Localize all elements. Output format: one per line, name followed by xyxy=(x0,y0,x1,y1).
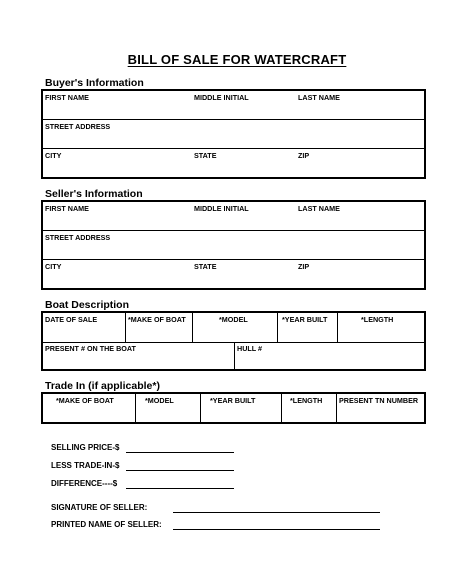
boat-col-divider xyxy=(234,342,235,371)
trade-in-section-heading: Trade In (if applicable*) xyxy=(45,380,160,392)
seller-signature-field[interactable] xyxy=(173,512,380,513)
trade-in-box xyxy=(41,392,426,424)
selling-price-label: SELLING PRICE-$ xyxy=(51,443,120,452)
seller-zip-label: ZIP xyxy=(298,262,310,271)
buyer-section-heading: Buyer's Information xyxy=(45,77,144,89)
boat-present-number-label: PRESENT # ON THE BOAT xyxy=(45,344,136,353)
buyer-row-divider xyxy=(43,119,424,120)
boat-date-of-sale-label: DATE OF SALE xyxy=(45,315,98,324)
buyer-first-name-label: FIRST NAME xyxy=(45,93,89,102)
trade-in-present-tn-label: PRESENT TN NUMBER xyxy=(339,396,419,405)
boat-description-box xyxy=(41,311,426,371)
seller-state-label: STATE xyxy=(194,262,217,271)
seller-city-label: CITY xyxy=(45,262,62,271)
boat-hull-label: HULL # xyxy=(237,344,263,353)
boat-year-built-label: *YEAR BUILT xyxy=(282,315,328,324)
seller-section-heading: Seller's Information xyxy=(45,188,143,200)
boat-col-divider xyxy=(337,313,338,342)
trade-in-col-divider xyxy=(135,394,136,422)
buyer-row-divider xyxy=(43,148,424,149)
trade-in-length-label: *LENGTH xyxy=(290,396,323,405)
seller-street-address-label: STREET ADDRESS xyxy=(45,233,111,242)
seller-last-name-label: LAST NAME xyxy=(298,204,340,213)
seller-row-divider xyxy=(43,230,424,231)
seller-signature-label: SIGNATURE OF SELLER: xyxy=(51,503,148,512)
trade-in-model-label: *MODEL xyxy=(145,396,174,405)
trade-in-year-built-label: *YEAR BUILT xyxy=(210,396,256,405)
printed-name-label: PRINTED NAME OF SELLER: xyxy=(51,520,162,529)
buyer-street-address-label: STREET ADDRESS xyxy=(45,122,111,131)
less-trade-in-field[interactable] xyxy=(126,470,234,471)
difference-label: DIFFERENCE----$ xyxy=(51,479,118,488)
selling-price-field[interactable] xyxy=(126,452,234,453)
buyer-middle-initial-label: MIDDLE INITIAL xyxy=(194,93,249,102)
boat-length-label: *LENGTH xyxy=(361,315,394,324)
seller-first-name-label: FIRST NAME xyxy=(45,204,89,213)
difference-field[interactable] xyxy=(126,488,234,489)
boat-col-divider xyxy=(277,313,278,342)
document-title: BILL OF SALE FOR WATERCRAFT xyxy=(127,52,347,67)
buyer-info-box xyxy=(41,89,426,179)
buyer-zip-label: ZIP xyxy=(298,151,310,160)
boat-section-heading: Boat Description xyxy=(45,299,130,311)
seller-info-box xyxy=(41,200,426,290)
boat-col-divider xyxy=(125,313,126,342)
printed-name-field[interactable] xyxy=(173,529,380,530)
seller-row-divider xyxy=(43,259,424,260)
trade-in-make-label: *MAKE OF BOAT xyxy=(56,396,114,405)
trade-in-col-divider xyxy=(200,394,201,422)
less-trade-in-label: LESS TRADE-IN-$ xyxy=(51,461,120,470)
buyer-last-name-label: LAST NAME xyxy=(298,93,340,102)
boat-model-label: *MODEL xyxy=(219,315,248,324)
seller-middle-initial-label: MIDDLE INITIAL xyxy=(194,204,249,213)
boat-col-divider xyxy=(192,313,193,342)
buyer-state-label: STATE xyxy=(194,151,217,160)
trade-in-col-divider xyxy=(336,394,337,422)
buyer-city-label: CITY xyxy=(45,151,62,160)
boat-make-label: *MAKE OF BOAT xyxy=(128,315,186,324)
trade-in-col-divider xyxy=(281,394,282,422)
